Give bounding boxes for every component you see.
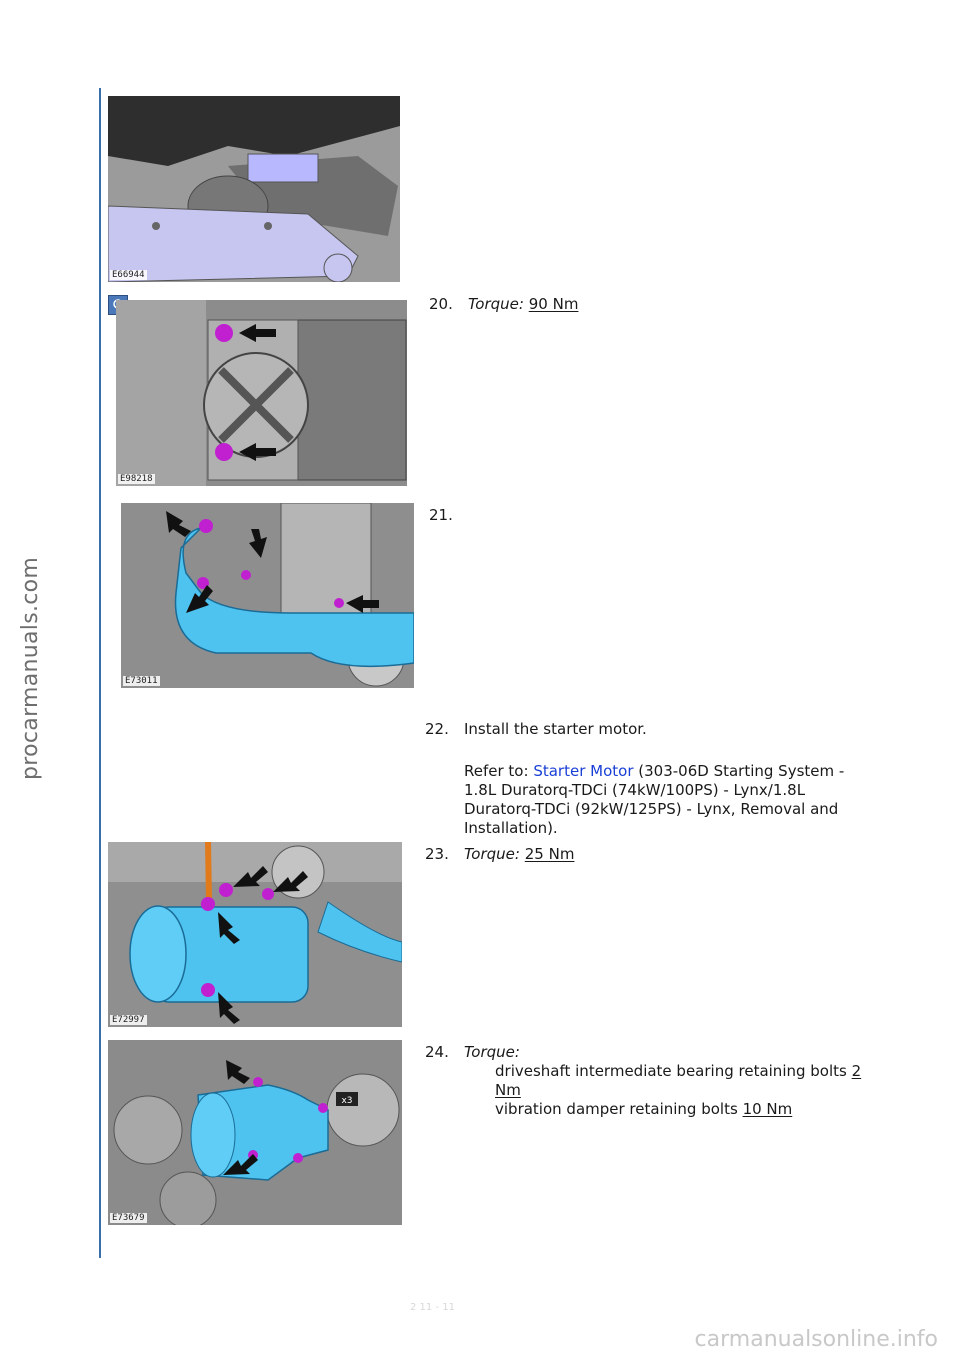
figure-e66944 xyxy=(108,96,400,282)
figure-label: E66944 xyxy=(112,270,145,280)
starter-motor-link[interactable]: Starter Motor xyxy=(533,762,634,780)
torque-label: Torque: xyxy=(464,1043,520,1061)
figure-e72997 xyxy=(108,842,402,1027)
figure-label: E73679 xyxy=(112,1213,145,1223)
torque-value-unit[interactable]: Nm xyxy=(495,1081,521,1099)
figure-label: E73011 xyxy=(125,676,158,686)
step-number: 21. xyxy=(429,506,453,524)
step-number: 23. xyxy=(425,845,449,863)
quantity-badge: x3 xyxy=(341,1096,353,1106)
step-22-text: Install the starter motor. xyxy=(464,720,647,738)
step-20-torque xyxy=(468,295,578,314)
step-24-torque-line-2 xyxy=(495,1100,792,1119)
refer-prefix: Refer to: xyxy=(464,762,529,780)
torque-item-text: vibration damper retaining bolts xyxy=(495,1100,738,1118)
torque-label: Torque: xyxy=(464,845,520,863)
reference-line xyxy=(464,762,884,781)
reference-line: Installation). xyxy=(464,819,558,837)
step-number: 20. xyxy=(429,295,453,313)
reference-line: 1.8L Duratorq-TDCi (74kW/100PS) - Lynx/1.8L xyxy=(464,781,806,799)
step-24-torque-line-1 xyxy=(495,1062,880,1100)
side-watermark: procarmanuals.com xyxy=(18,556,43,780)
figure-label: E72997 xyxy=(112,1015,145,1025)
left-margin-rule xyxy=(99,88,101,1258)
footer-watermark: carmanualsonline.info xyxy=(694,1327,938,1352)
step-23-torque xyxy=(464,845,574,864)
figure-label: E98218 xyxy=(120,474,153,484)
page-number: 2 11 - 11 xyxy=(410,1302,455,1313)
figure-e73679-illustration xyxy=(108,1040,402,1225)
figure-e73011 xyxy=(121,503,414,688)
step-number: 22. xyxy=(425,720,449,738)
figure-e66944-illustration xyxy=(108,96,400,282)
torque-value[interactable]: 2 xyxy=(851,1062,862,1080)
figure-e98218-illustration xyxy=(116,300,407,486)
torque-value[interactable]: 90 Nm xyxy=(528,295,579,313)
torque-value[interactable]: 25 Nm xyxy=(524,845,575,863)
refer-text: (303-06D Starting System - xyxy=(638,762,845,780)
reference-line: Duratorq-TDCi (92kW/125PS) - Lynx, Removal and xyxy=(464,800,839,818)
torque-label: Torque: xyxy=(468,295,524,313)
figure-e73679 xyxy=(108,1040,402,1225)
torque-value[interactable]: 10 Nm xyxy=(742,1100,793,1118)
step-22-reference xyxy=(464,762,884,838)
step-24-torque-label xyxy=(464,1043,520,1062)
figure-e72997-illustration xyxy=(108,842,402,1027)
torque-item-text: driveshaft intermediate bearing retaining bolts xyxy=(495,1062,847,1080)
figure-e98218 xyxy=(116,300,407,486)
figure-e73011-illustration xyxy=(121,503,414,688)
step-number: 24. xyxy=(425,1043,449,1061)
